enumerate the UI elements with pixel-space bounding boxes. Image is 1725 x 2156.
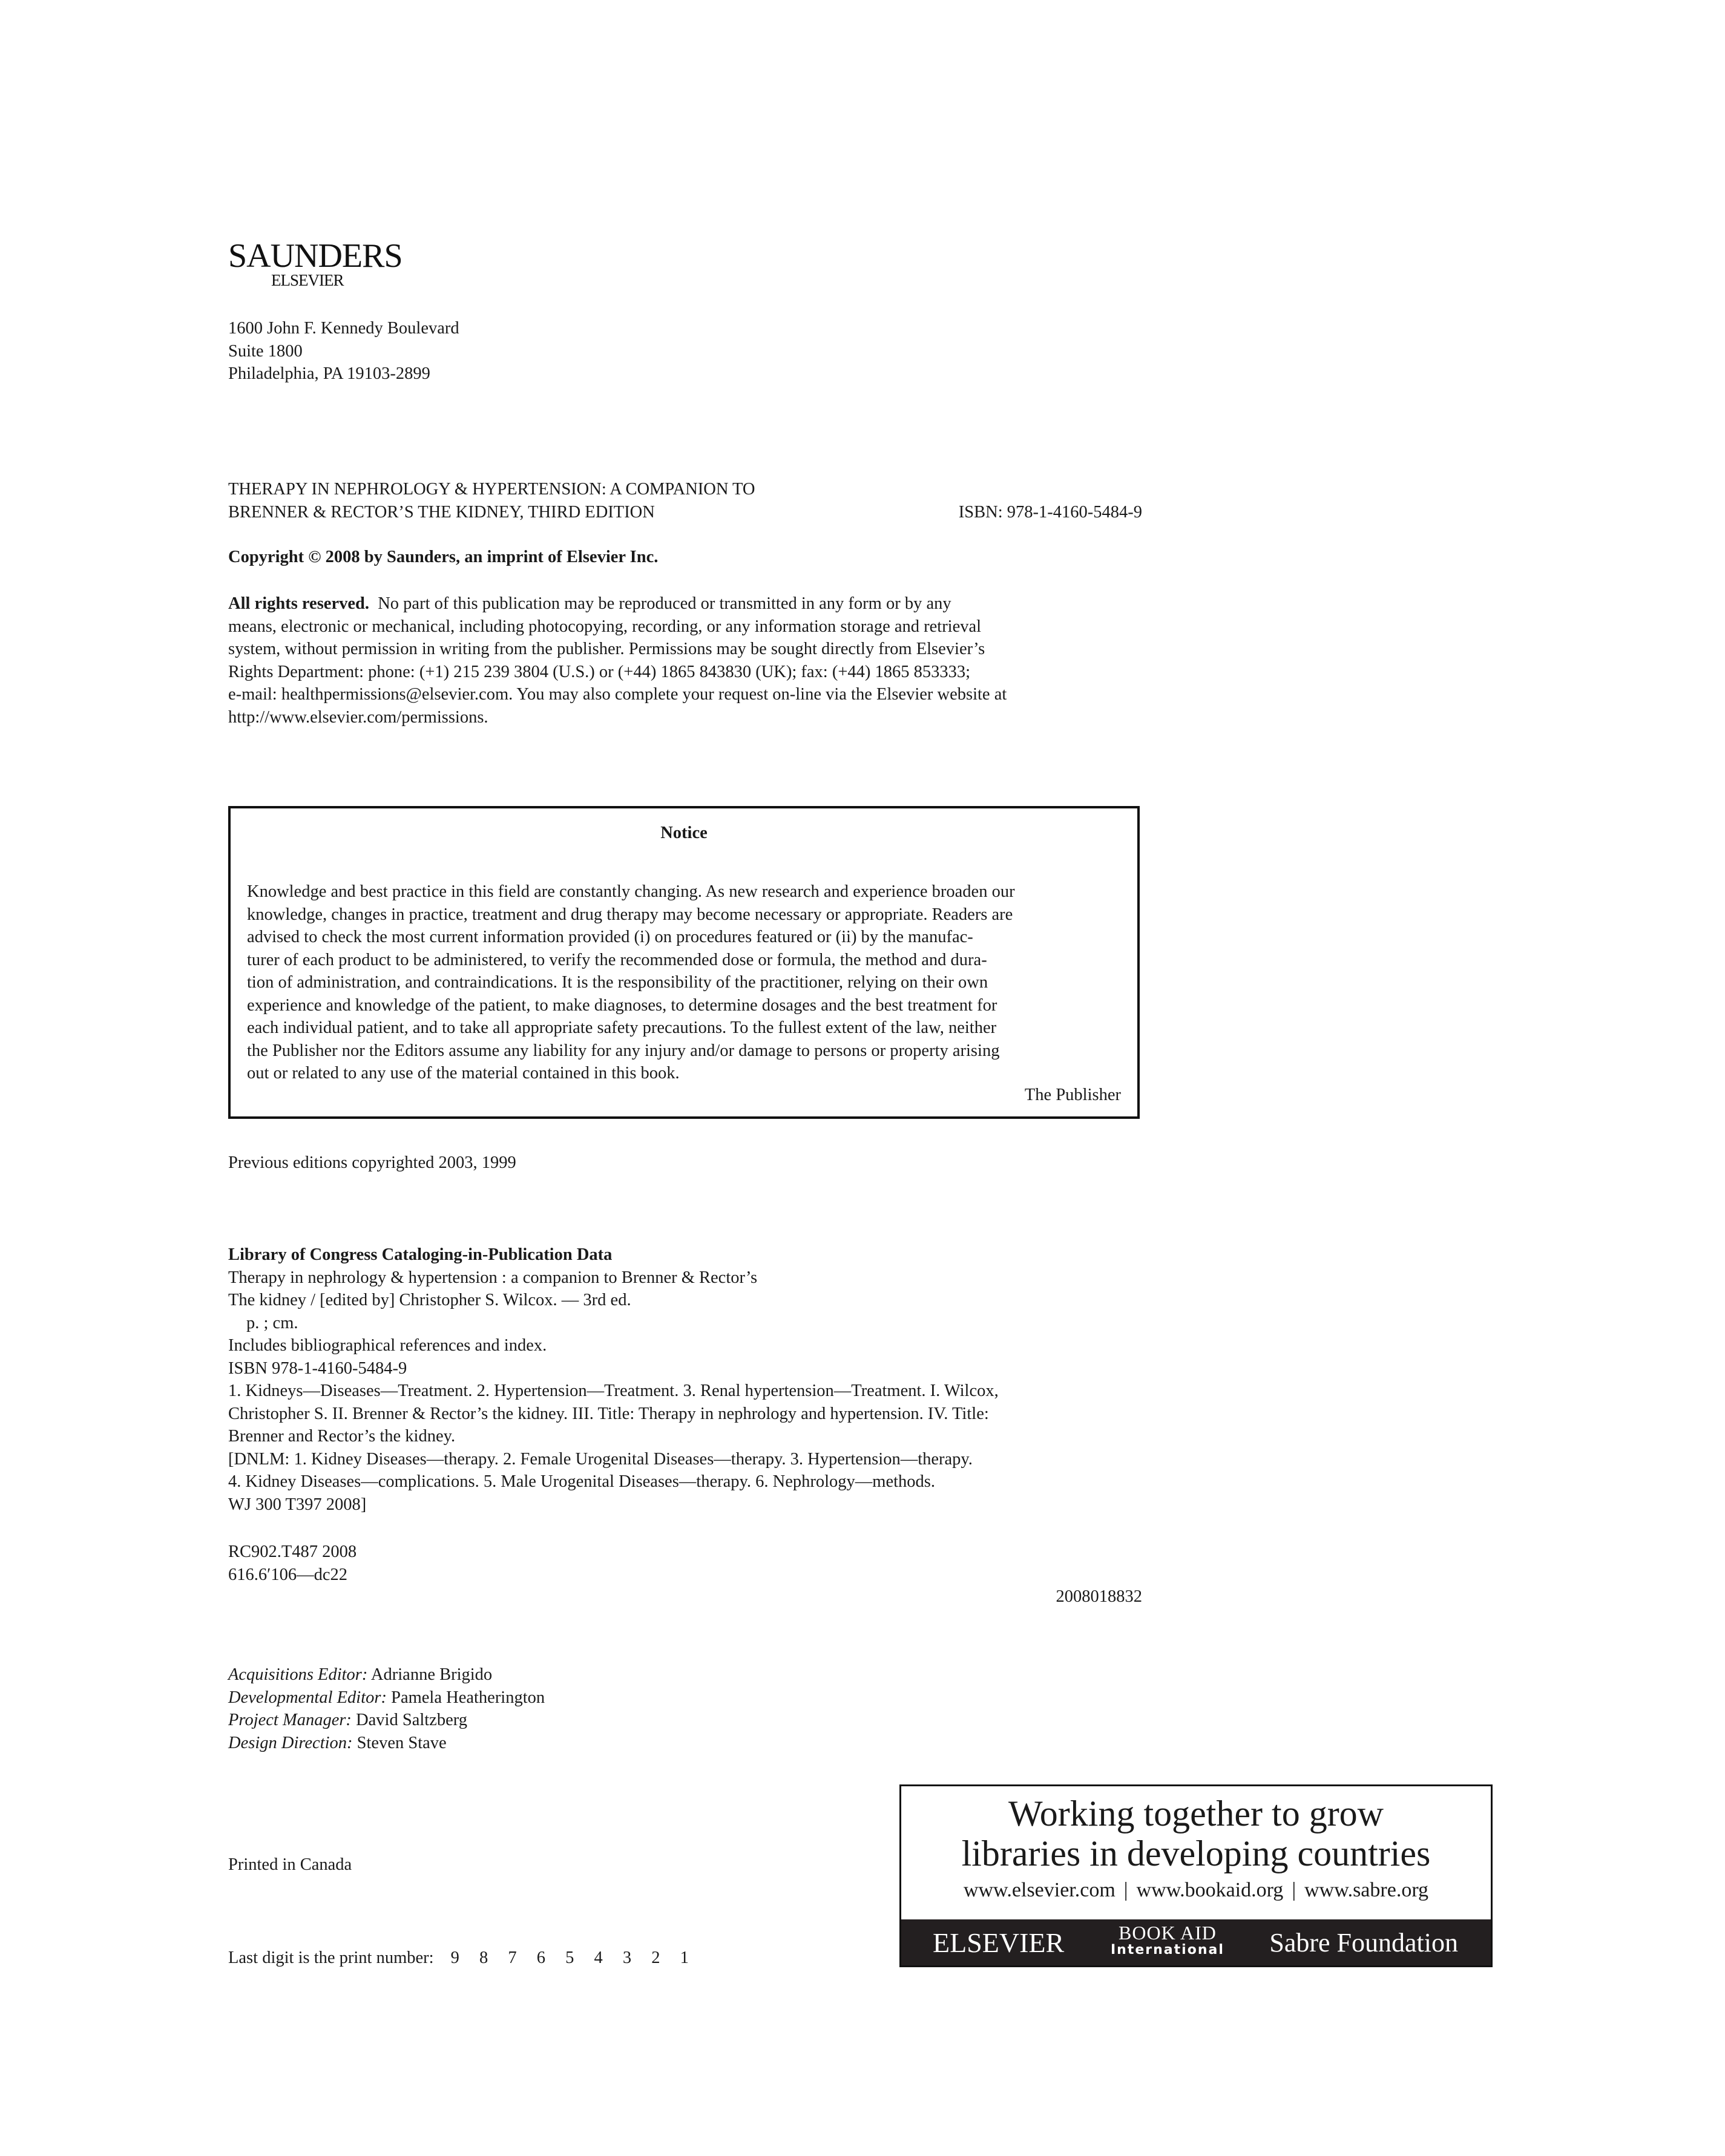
- notice-line: the Publisher nor the Editors assume any liability for any injury and/or damage to persons or property arising: [247, 1041, 1000, 1060]
- notice-line: tion of administration, and contraindications. It is the responsibility of the practitioner, relying on their own: [247, 973, 988, 992]
- bookaid-logo: [1111, 1923, 1224, 1958]
- editor-role: Acquisitions Editor:: [228, 1665, 368, 1684]
- notice-signature: The Publisher: [1024, 1086, 1121, 1104]
- editor-credit: [228, 1732, 545, 1755]
- print-number-digits: 9 8 7 6 5 4 3 2 1: [450, 1948, 690, 1967]
- notice-line: experience and knowledge of the patient, to make diagnoses, to determine dosages and the best treatment for: [247, 995, 997, 1015]
- cip-line: p. ; cm.: [246, 1313, 298, 1332]
- rights-text: No part of this publication may be reproduced or transmitted in any form or by any: [369, 594, 951, 613]
- print-number-label: Last digit is the print number:: [228, 1948, 434, 1967]
- rights-line: system, without permission in writing from the publisher. Permissions may be sought directly from Elsevier’s: [228, 640, 985, 658]
- book-title-line-2: BRENNER & RECTOR’S THE KIDNEY, THIRD EDITION: [228, 502, 655, 522]
- copyright-line: Copyright © 2008 by Saunders, an imprint of Elsevier Inc.: [228, 548, 659, 566]
- cip-line: Brenner and Rector’s the kidney.: [228, 1427, 456, 1446]
- banner-headline-line: libraries in developing countries: [961, 1833, 1431, 1873]
- elsevier-link[interactable]: www.elsevier.com: [963, 1879, 1116, 1901]
- book-title-block: [228, 478, 1142, 523]
- rights-line: Rights Department: phone: (+1) 215 239 3804 (U.S.) or (+44) 1865 843830 (UK); fax: (+44) 1865 853333;: [228, 662, 971, 681]
- elsevier-logo-text: ELSEVIER: [271, 271, 344, 289]
- rights-line: means, electronic or mechanical, including photocopying, recording, or any information storage and retrieval: [228, 617, 982, 636]
- isbn: ISBN: 978-1-4160-5484-9: [958, 502, 1142, 522]
- editor-name: Adrianne Brigido: [367, 1665, 493, 1684]
- editor-credit: [228, 1709, 545, 1732]
- notice-line: out or related to any use of the material contained in this book.: [247, 1064, 680, 1083]
- cip-line: 4. Kidney Diseases—complications. 5. Male Urogenital Diseases—therapy. 6. Nephrology—methods.: [228, 1472, 935, 1491]
- editor-name: Steven Stave: [352, 1733, 447, 1752]
- notice-body: [247, 880, 1121, 1085]
- elsevier-logo: ELSEVIER: [933, 1927, 1065, 1958]
- editor-role: Developmental Editor:: [228, 1688, 387, 1707]
- bookaid-link[interactable]: www.bookaid.org: [1136, 1879, 1284, 1901]
- cip-line: [DNLM: 1. Kidney Diseases—therapy. 2. Female Urogenital Diseases—therapy. 3. Hypertension—therapy.: [228, 1449, 973, 1469]
- notice-line: each individual patient, and to take all appropriate safety precautions. To the fullest extent of the law, neither: [247, 1018, 997, 1037]
- editor-role: Project Manager:: [228, 1711, 352, 1729]
- rights-line: e-mail: healthpermissions@elsevier.com. You may also complete your request on-line via the Elsevier website at: [228, 685, 1007, 704]
- notice-line: turer of each product to be administered, to verify the recommended dose or formula, the method and dura-: [247, 950, 987, 969]
- cip-line: 1. Kidneys—Diseases—Treatment. 2. Hypertension—Treatment. 3. Renal hypertension—Treatment. I. Wilcox,: [228, 1381, 999, 1400]
- link-separator: |: [1123, 1879, 1128, 1901]
- address-line: 1600 John F. Kennedy Boulevard: [228, 319, 459, 338]
- book-aid-banner: [899, 1784, 1493, 1967]
- bookaid-logo-subtitle: International: [1111, 1942, 1224, 1958]
- cip-line: ISBN 978-1-4160-5484-9: [228, 1358, 407, 1378]
- editor-name: David Saltzberg: [351, 1711, 467, 1729]
- rights-line: [228, 592, 1148, 615]
- editor-credits: [228, 1663, 545, 1754]
- cip-line: Christopher S. II. Brenner & Rector’s the kidney. III. Title: Therapy in nephrology and hypertension. IV. Title:: [228, 1404, 989, 1423]
- banner-headline-line: Working together to grow: [1008, 1794, 1384, 1833]
- rights-paragraph: [228, 592, 1148, 729]
- cip-line: Includes bibliographical references and index.: [228, 1336, 547, 1355]
- rights-line: http://www.elsevier.com/permissions.: [228, 707, 488, 727]
- editor-name: Pamela Heatherington: [386, 1688, 545, 1707]
- publisher-address: [228, 317, 459, 385]
- notice-title: Notice: [660, 824, 708, 842]
- sponsor-logo-bar: [901, 1919, 1491, 1965]
- saunders-logo: SAUNDERS: [228, 237, 402, 275]
- call-number: 616.6′106—dc22: [228, 1565, 348, 1584]
- editor-role: Design Direction:: [228, 1733, 353, 1752]
- sabre-foundation-logo: Sabre Foundation: [1269, 1928, 1458, 1958]
- link-separator: |: [1292, 1879, 1296, 1901]
- notice-box: [228, 806, 1140, 1119]
- notice-line: knowledge, changes in practice, treatment and drug therapy may become necessary or appropriate. Readers are: [247, 905, 1013, 924]
- editor-credit: [228, 1663, 545, 1686]
- cip-line: The kidney / [edited by] Christopher S. Wilcox. — 3rd ed.: [228, 1291, 631, 1309]
- banner-headline: [901, 1794, 1491, 1873]
- address-line: Philadelphia, PA 19103-2899: [228, 364, 430, 383]
- cip-heading: Library of Congress Cataloging-in-Publication Data: [228, 1245, 613, 1264]
- cip-line: Therapy in nephrology & hypertension : a companion to Brenner & Rector’s: [228, 1268, 758, 1287]
- address-line: Suite 1800: [228, 341, 303, 361]
- call-number: RC902.T487 2008: [228, 1542, 357, 1561]
- cip-block: [228, 1243, 1148, 1516]
- lccn: 2008018832: [1056, 1587, 1142, 1606]
- notice-line: advised to check the most current information provided (i) on procedures featured or (ii) by the manufac-: [247, 928, 973, 946]
- call-numbers: [228, 1541, 356, 1586]
- banner-links: [901, 1878, 1491, 1902]
- printed-in: Printed in Canada: [228, 1855, 352, 1874]
- book-title-line-1: THERAPY IN NEPHROLOGY & HYPERTENSION: A COMPANION TO: [228, 480, 755, 499]
- bookaid-logo-title: BOOK AID: [1119, 1922, 1217, 1944]
- cip-line: WJ 300 T397 2008]: [228, 1495, 367, 1514]
- previous-editions: Previous editions copyrighted 2003, 1999: [228, 1153, 516, 1172]
- print-number-line: [228, 1947, 690, 1970]
- notice-line: Knowledge and best practice in this field are constantly changing. As new research and experience broaden our: [247, 882, 1015, 901]
- editor-credit: [228, 1686, 545, 1709]
- rights-lead: All rights reserved.: [228, 594, 369, 613]
- sabre-link[interactable]: www.sabre.org: [1304, 1879, 1429, 1901]
